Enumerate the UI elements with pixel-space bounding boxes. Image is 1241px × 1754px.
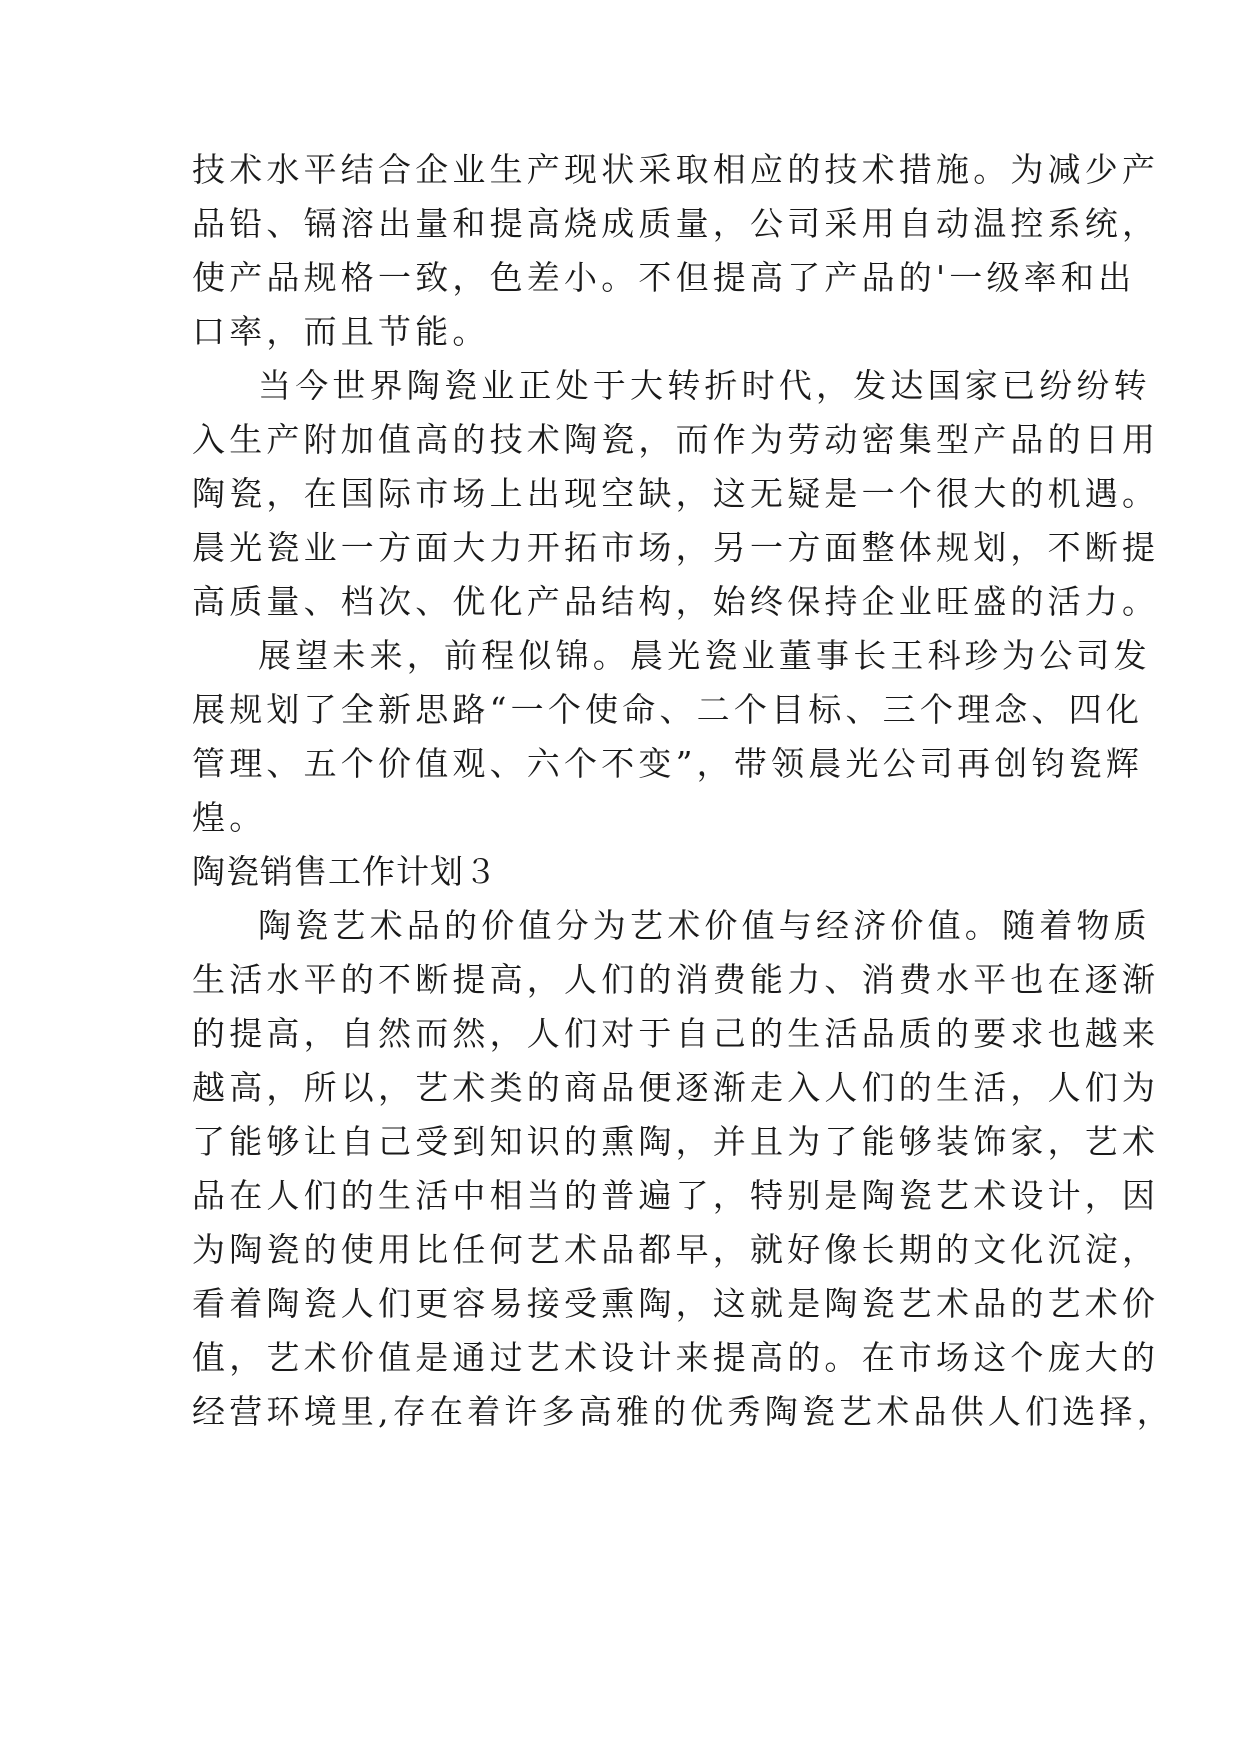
paragraph-line: 技术水平结合企业生产现状采取相应的技术措施。为减少产 [192,150,1160,189]
paragraph-line: 高质量、档次、优化产品结构，始终保持企业旺盛的活力。 [192,582,1160,621]
paragraph-line: 的提高，自然而然，人们对于自己的生活品质的要求也越来 [192,1014,1160,1053]
paragraph-line: 为陶瓷的使用比任何艺术品都早，就好像长期的文化沉淀， [192,1230,1160,1269]
paragraph-line: 品在人们的生活中相当的普遍了，特别是陶瓷艺术设计，因 [192,1176,1160,1215]
paragraph-line: 展规划了全新思路“一个使命、二个目标、三个理念、四化 [192,690,1144,729]
paragraph-line: 值，艺术价值是通过艺术设计来提高的。在市场这个庞大的 [192,1338,1160,1377]
paragraph-line: 展望未来，前程似锦。晨光瓷业董事长王科珍为公司发 [258,636,1151,675]
paragraph-line: 管理、五个价值观、六个不变”，带领晨光公司再创钧瓷辉 [192,744,1144,783]
paragraph-line: 看着陶瓷人们更容易接受熏陶，这就是陶瓷艺术品的艺术价 [192,1284,1160,1323]
paragraph-line: 口率，而且节能。 [192,312,490,351]
paragraph-line: 晨光瓷业一方面大力开拓市场，另一方面整体规划，不断提 [192,528,1160,567]
paragraph-line: 了能够让自己受到知识的熏陶，并且为了能够装饰家，艺术 [192,1122,1160,1161]
paragraph-line: 越高，所以，艺术类的商品便逐渐走入人们的生活，人们为 [192,1068,1160,1107]
paragraph-line: 陶瓷，在国际市场上出现空缺，这无疑是一个很大的机遇。 [192,474,1160,513]
paragraph-line: 入生产附加值高的技术陶瓷，而作为劳动密集型产品的日用 [192,420,1160,459]
paragraph-line: 生活水平的不断提高，人们的消费能力、消费水平也在逐渐 [192,960,1160,999]
section-heading: 陶瓷销售工作计划３ [192,852,498,891]
paragraph-line: 当今世界陶瓷业正处于大转折时代，发达国家已纷纷转 [258,366,1151,405]
paragraph-line: 使产品规格一致，色差小。不但提高了产品的'一级率和出 [192,258,1136,297]
paragraph-line: 经营环境里,存在着许多高雅的优秀陶瓷艺术品供人们选择， [192,1392,1174,1431]
paragraph-line: 煌。 [192,798,267,837]
paragraph-line: 陶瓷艺术品的价值分为艺术价值与经济价值。随着物质 [258,906,1151,945]
paragraph-line: 品铅、镉溶出量和提高烧成质量，公司采用自动温控系统， [192,204,1160,243]
